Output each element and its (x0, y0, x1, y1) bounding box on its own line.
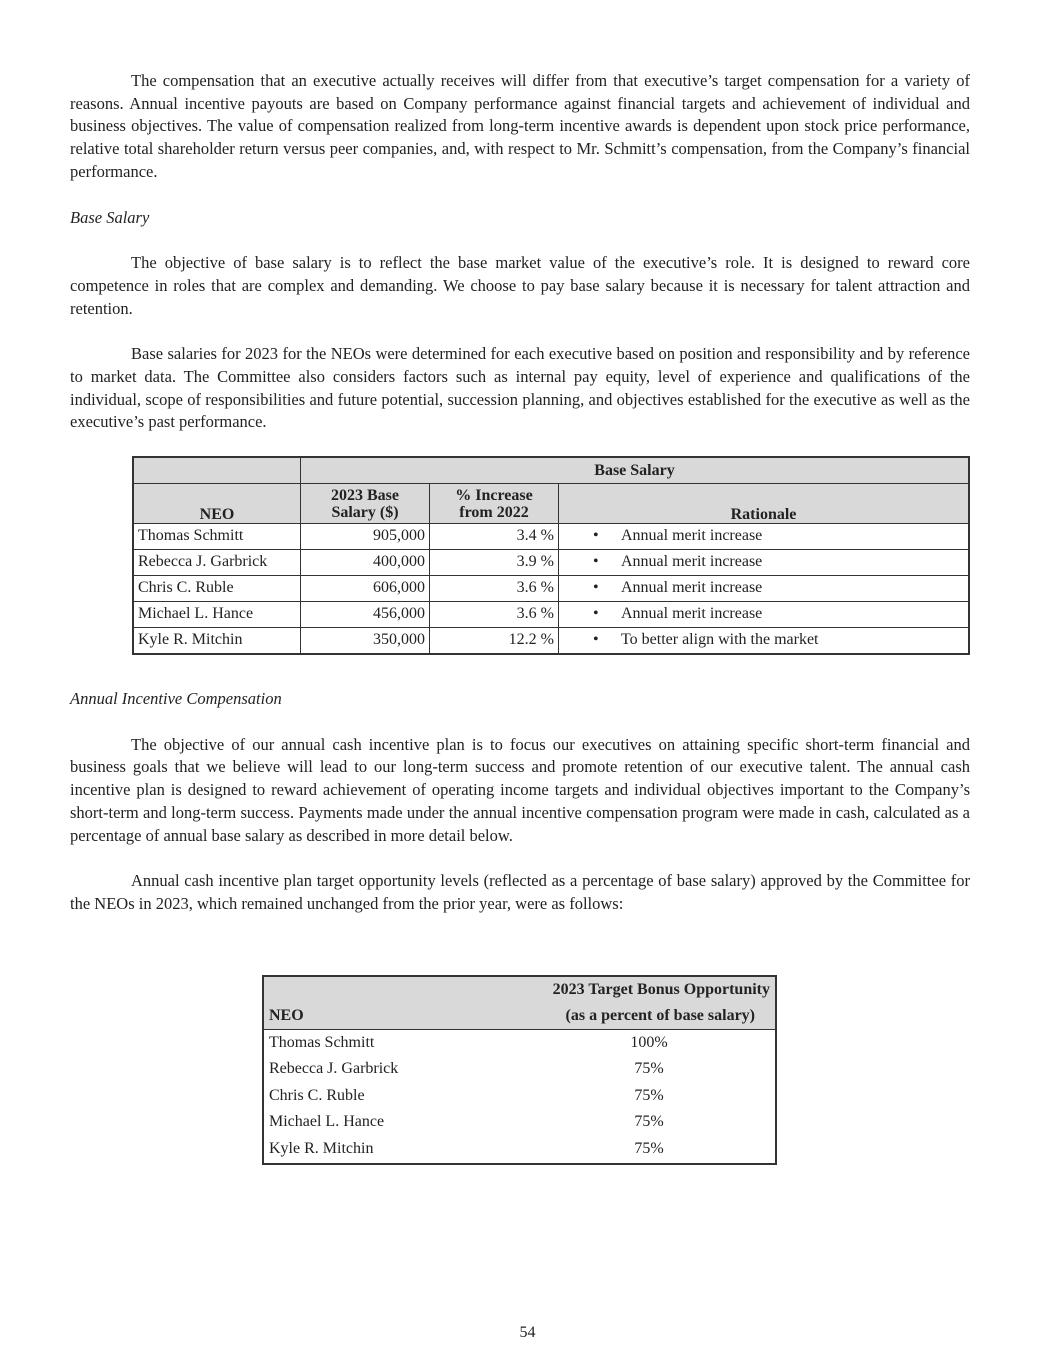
neo-name: Kyle R. Mitchin (269, 1139, 374, 1157)
rationale-cell (559, 550, 970, 576)
base-salary-table (132, 456, 970, 655)
increase-value: 3.6 % (430, 576, 559, 602)
neo-name: Michael L. Hance (133, 602, 301, 628)
bullet-icon: • (593, 631, 599, 649)
bonus-table-row (263, 1030, 776, 1057)
rationale-cell (559, 576, 970, 602)
page-body (70, 70, 970, 434)
base-salary-value: 400,000 (301, 550, 430, 576)
neo-name: Michael L. Hance (269, 1113, 385, 1131)
rationale-text: Annual merit increase (621, 605, 763, 623)
increase-value: 3.9 % (430, 550, 559, 576)
rationale-text: To better align with the market (621, 631, 819, 649)
base-salary-value: 606,000 (301, 576, 430, 602)
bullet-icon: • (593, 605, 599, 623)
annual-incentive-heading: Annual Incentive Compensation (70, 689, 282, 708)
salary-table-row (133, 550, 969, 576)
salary-group-header: Base Salary (301, 457, 970, 484)
annual-incentive-paragraph-1: The objective of our annual cash incentive plan is to focus our executives on attaining specific short-term financial and business goals that we believe will lead to our long-term success and promote retention of our executive talent. The annual cash incentive plan is designed to reward achievement of operating income targets and individual objectives important to the Company’s short-term and long-term success. Payments made under the annual incentive compensation program were made in cash, calculated as a percentage of annual base salary as described in more detail below. (70, 734, 970, 845)
rationale-text: Annual merit increase (621, 579, 763, 597)
neo-name: Chris C. Ruble (133, 576, 301, 602)
salary-table-row (133, 602, 969, 628)
increase-value: 12.2 % (430, 628, 559, 655)
salary-table-blank-header (133, 457, 301, 484)
target-bonus-value: 75% (634, 1086, 664, 1104)
bonus-header-neo: NEO (263, 1003, 458, 1030)
bonus-header-target-line2: (as a percent of base salary) (458, 1003, 776, 1030)
bullet-icon: • (593, 527, 599, 545)
salary-header-rationale: Rationale (559, 484, 970, 524)
base-salary-paragraph-1: The objective of base salary is to reflect the base market value of the executive’s role. It is designed to reward core competence in roles that are complex and demanding. We choose to pay base salary because it is necessary for talent attraction and retention. (70, 253, 970, 318)
neo-name: Rebecca J. Garbrick (269, 1060, 399, 1078)
bullet-icon: • (593, 553, 599, 571)
target-bonus-table (262, 975, 777, 1165)
base-salary-value: 456,000 (301, 602, 430, 628)
bonus-table-row (263, 1057, 776, 1084)
incentive-section (70, 688, 970, 916)
bullet-icon: • (593, 579, 599, 597)
salary-table-row (133, 576, 969, 602)
salary-table-row (133, 524, 969, 550)
neo-name: Thomas Schmitt (269, 1033, 375, 1051)
neo-name: Thomas Schmitt (133, 524, 301, 550)
neo-name: Rebecca J. Garbrick (133, 550, 301, 576)
increase-value: 3.4 % (430, 524, 559, 550)
rationale-text: Annual merit increase (621, 553, 763, 571)
base-salary-heading: Base Salary (70, 207, 150, 227)
rationale-cell (559, 524, 970, 550)
rationale-cell (559, 628, 970, 655)
salary-header-increase: % Increase from 2022 (430, 484, 559, 524)
page-number: 54 (519, 1324, 536, 1341)
base-salary-value: 350,000 (301, 628, 430, 655)
annual-incentive-paragraph-2: Annual cash incentive plan target opportunity levels (reflected as a percentage of base salary) approved by the Committee for the NEOs in 2023, which remained unchanged from the prior year, were as follows: (70, 871, 970, 913)
base-salary-paragraph-2: Base salaries for 2023 for the NEOs were determined for each executive based on position and responsibility and by reference to market data. The Committee also considers factors such as internal pay equity, level of experience and qualifications of the individual, scope of responsibilities and future potential, succession planning, and objectives established for the executive as well as the executive’s past performance. (70, 344, 970, 432)
base-salary-value: 905,000 (301, 524, 430, 550)
bonus-table-row (263, 1110, 776, 1137)
neo-name: Chris C. Ruble (269, 1086, 365, 1104)
bonus-header-blank (263, 976, 458, 1003)
bonus-table-row (263, 1136, 776, 1164)
rationale-cell (559, 602, 970, 628)
salary-table-row (133, 628, 969, 655)
target-bonus-value: 100% (630, 1033, 668, 1051)
target-bonus-value: 75% (634, 1113, 664, 1131)
salary-header-neo: NEO (133, 484, 301, 524)
bonus-table-row (263, 1083, 776, 1110)
intro-paragraph: The compensation that an executive actually receives will differ from that executive’s target compensation for a variety of reasons. Annual incentive payouts are based on Company performance against financial targets and achievement of individual and business objectives. The value of compensation realized from long-term incentive awards is dependent upon stock price performance, relative total shareholder return versus peer companies, and, with respect to Mr. Schmitt’s compensation, from the Company’s financial performance. (70, 71, 970, 181)
rationale-text: Annual merit increase (621, 527, 763, 545)
target-bonus-value: 75% (634, 1139, 664, 1157)
target-bonus-value: 75% (634, 1060, 664, 1078)
neo-name: Kyle R. Mitchin (133, 628, 301, 655)
increase-value: 3.6 % (430, 602, 559, 628)
salary-header-base: 2023 Base Salary ($) (301, 484, 430, 524)
bonus-header-target-line1: 2023 Target Bonus Opportunity (458, 976, 776, 1003)
